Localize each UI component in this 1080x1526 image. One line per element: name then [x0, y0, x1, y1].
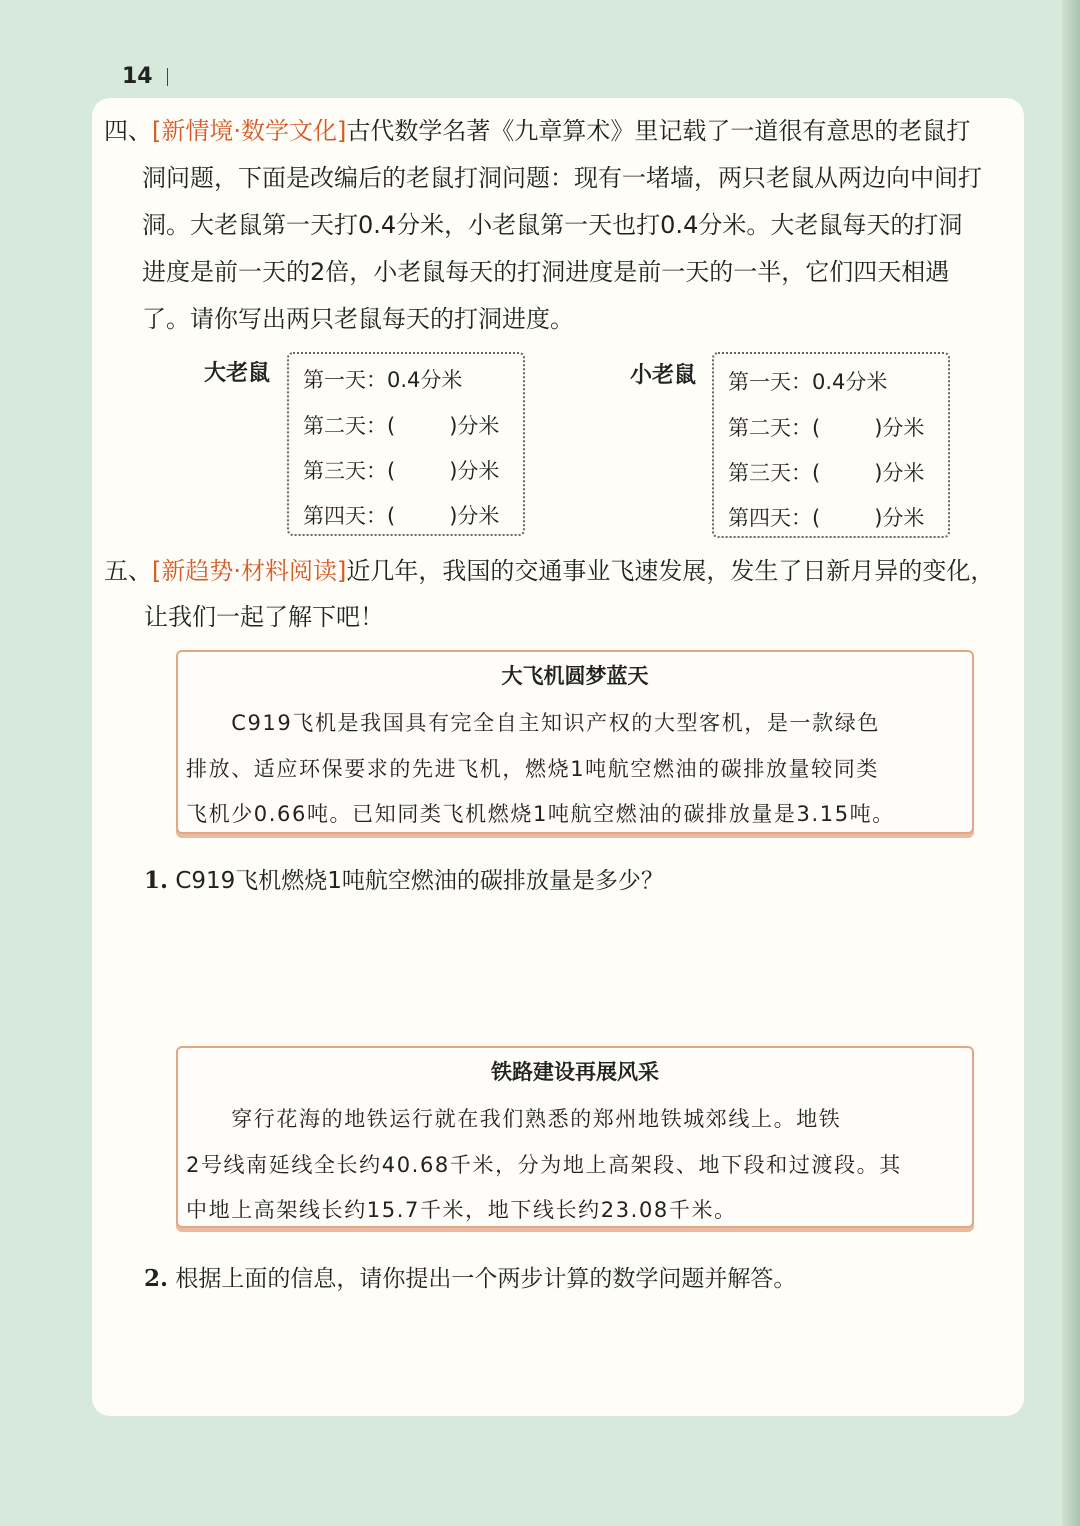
- info-box-aircraft-title: 大飞机圆梦蓝天: [501, 664, 649, 688]
- section4-number: 四、: [104, 117, 152, 145]
- section5-line-2: 让我们一起了解下吧！: [144, 603, 384, 631]
- question-2: 2. 根据上面的信息，请你提出一个两步计算的数学问题并解答。: [144, 1265, 797, 1292]
- info-box-railway-line-2: 2号线南延线全长约40.68千米，分为地上高架段、地下段和过渡段。其: [186, 1153, 902, 1177]
- info-box-aircraft-line-3: 飞机少0.66吨。已知同类飞机燃烧1吨航空燃油的碳排放量是3.15吨。: [186, 802, 895, 826]
- info-box-aircraft-line-2: 排放、适应环保要求的先进飞机，燃烧1吨航空燃油的碳排放量较同类: [186, 757, 879, 781]
- section4-line-3: 洞。大老鼠第一天打0.4分米，小老鼠第一天也打0.4分米。大老鼠每天的打洞: [142, 211, 963, 239]
- section5-line-1: 近几年，我国的交通事业飞速发展，发生了日新月异的变化，: [346, 557, 995, 585]
- big-rat-day1: 第一天：0.4分米: [303, 368, 463, 392]
- page-number: 14: [122, 64, 168, 89]
- small-rat-label: 小老鼠: [630, 363, 697, 388]
- section5-tag: [新趋势·材料阅读]: [152, 557, 347, 585]
- info-box-railway-line-3: 中地上高架线长约15.7千米，地下线长约23.08千米。: [186, 1198, 737, 1222]
- section4-line-5: 了。请你写出两只老鼠每天的打洞进度。: [142, 305, 574, 333]
- section4-heading: [104, 108, 970, 154]
- book-edge: [1062, 0, 1080, 1526]
- small-rat-day2: 第二天：( )分米: [728, 416, 925, 440]
- small-rat-day1: 第一天：0.4分米: [728, 370, 888, 394]
- section4-line-4: 进度是前一天的2倍，小老鼠每天的打洞进度是前一天的一半，它们四天相遇: [142, 258, 950, 286]
- section4-line-1: 古代数学名著《九章算术》里记载了一道很有意思的老鼠打: [346, 117, 971, 145]
- info-box-railway-title: 铁路建设再展风采: [491, 1060, 659, 1084]
- small-rat-day4: 第四天：( )分米: [728, 506, 925, 530]
- info-box-railway-line-1: 穿行花海的地铁运行就在我们熟悉的郑州地铁城郊线上。地铁: [186, 1107, 842, 1131]
- section4-line-2: 洞问题，下面是改编后的老鼠打洞问题：现有一堵墙，两只老鼠从两边向中间打: [142, 164, 982, 192]
- info-box-railway: [176, 1046, 974, 1228]
- small-rat-box: [712, 352, 950, 538]
- big-rat-day2: 第二天：( )分米: [303, 414, 500, 438]
- page-number-divider: [167, 68, 168, 86]
- big-rat-box: [287, 352, 525, 536]
- small-rat-day3: 第三天：( )分米: [728, 461, 925, 485]
- info-box-aircraft-line-1: C919飞机是我国具有完全自主知识产权的大型客机，是一款绿色: [186, 711, 880, 735]
- question-1: 1. C919飞机燃烧1吨航空燃油的碳排放量是多少？: [144, 867, 664, 894]
- info-box-aircraft: [176, 650, 974, 834]
- big-rat-label: 大老鼠: [204, 361, 271, 386]
- big-rat-day4: 第四天：( )分米: [303, 504, 500, 528]
- section4-tag: [新情境·数学文化]: [152, 117, 347, 145]
- section5-heading: [104, 548, 994, 594]
- section5-number: 五、: [104, 557, 152, 585]
- big-rat-day3: 第三天：( )分米: [303, 459, 500, 483]
